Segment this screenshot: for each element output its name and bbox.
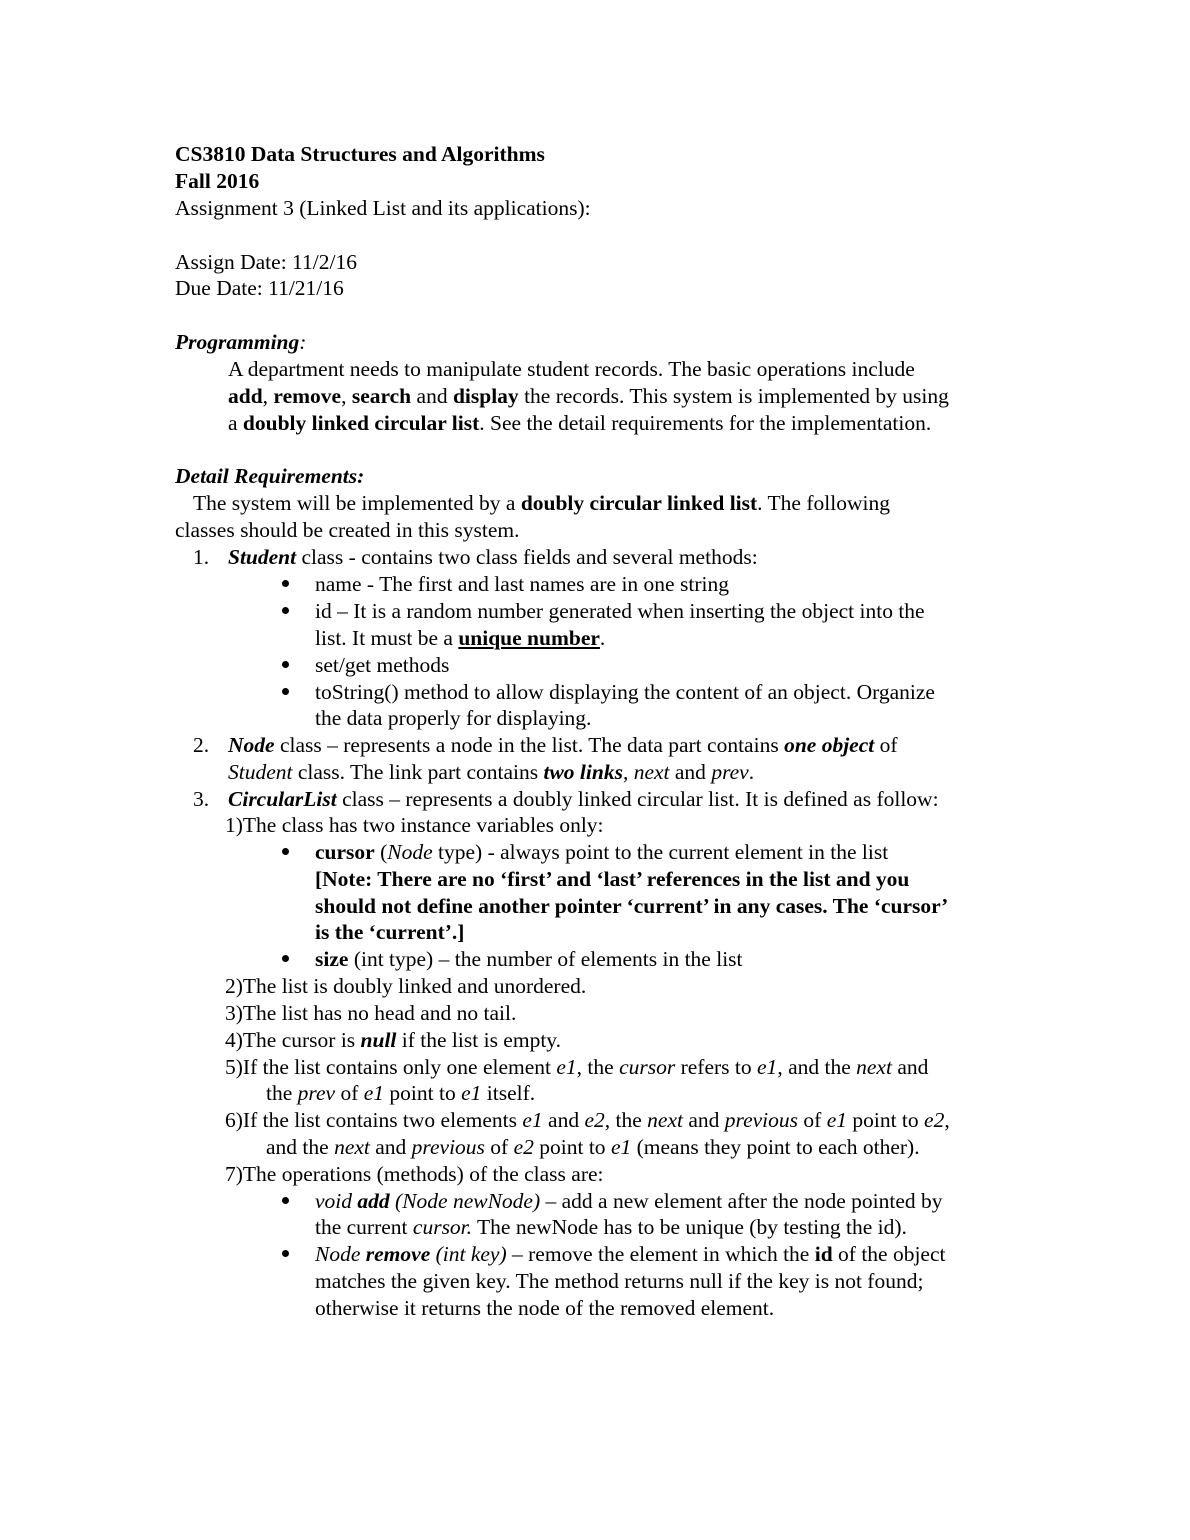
course-title: CS3810 Data Structures and Algorithms bbox=[175, 142, 545, 166]
student-field-name: name - The first and last names are in one string bbox=[315, 572, 729, 596]
cursor-note-3: is the ‘current’.] bbox=[315, 920, 465, 944]
programming-line-1: A department needs to manipulate student records. The basic operations include bbox=[228, 357, 915, 381]
programming-line-3: a doubly linked circular list. See the detail requirements for the implementation. bbox=[228, 411, 932, 435]
student-tostring-cont: the data properly for displaying. bbox=[315, 706, 592, 730]
op-remove: Node remove (int key) – remove the element in which the id of the object bbox=[315, 1242, 946, 1266]
sub-item-6-cont: and the next and previous of e2 point to e1 (means they point to each other). bbox=[266, 1135, 920, 1159]
detail-intro-1: The system will be implemented by a doubly circular linked list. The following bbox=[193, 491, 890, 515]
item-2-number: 2. bbox=[193, 733, 210, 757]
sub-item-6: 6)If the list contains two elements e1 and e2, the next and previous of e1 point to e2, bbox=[225, 1108, 950, 1132]
item-1-title: Student class - contains two class fields and several methods: bbox=[228, 545, 758, 569]
bullet-icon bbox=[282, 661, 289, 668]
item-2-line-1: Node class – represents a node in the list. The data part contains one object of bbox=[228, 733, 898, 757]
bullet-icon bbox=[282, 1197, 289, 1204]
sub-item-5-cont: the prev of e1 point to e1 itself. bbox=[266, 1081, 536, 1105]
student-setget: set/get methods bbox=[315, 653, 450, 677]
assignment-title: Assignment 3 (Linked List and its applications): bbox=[175, 196, 591, 220]
sub-item-3: 3)The list has no head and no tail. bbox=[225, 1001, 517, 1025]
cursor-note-1: [Note: There are no ‘first’ and ‘last’ references in the list and you bbox=[315, 867, 910, 891]
sub-item-5: 5)If the list contains only one element e1, the cursor refers to e1, and the next and bbox=[225, 1055, 929, 1079]
term: Fall 2016 bbox=[175, 169, 260, 193]
bullet-icon bbox=[282, 1250, 289, 1257]
student-tostring: toString() method to allow displaying the content of an object. Organize bbox=[315, 680, 935, 704]
detail-intro-2: classes should be created in this system. bbox=[175, 518, 520, 542]
item-2-line-2: Student class. The link part contains two links, next and prev. bbox=[228, 760, 755, 784]
bullet-icon bbox=[282, 607, 289, 614]
bullet-icon bbox=[282, 580, 289, 587]
sub-item-1: 1)The class has two instance variables only: bbox=[225, 813, 604, 837]
op-remove-cont-1: matches the given key. The method returns null if the key is not found; bbox=[315, 1269, 924, 1293]
sub-item-2: 2)The list is doubly linked and unordered. bbox=[225, 974, 587, 998]
bullet-icon bbox=[282, 848, 289, 855]
bullet-icon bbox=[282, 955, 289, 962]
detail-heading: Detail Requirements: bbox=[175, 464, 365, 488]
student-field-id-cont: list. It must be a unique number. bbox=[315, 626, 606, 650]
cursor-note-2: should not define another pointer ‘current’ in any cases. The ‘cursor’ bbox=[315, 894, 949, 918]
size-variable: size (int type) – the number of elements in the list bbox=[315, 947, 743, 971]
item-1-number: 1. bbox=[193, 545, 210, 569]
item-3-number: 3. bbox=[193, 787, 210, 811]
programming-heading: Programming: bbox=[175, 330, 307, 354]
item-3-title: CircularList class – represents a doubly linked circular list. It is defined as follow: bbox=[228, 787, 939, 811]
op-add: void add (Node newNode) – add a new element after the node pointed by bbox=[315, 1189, 943, 1213]
sub-item-7: 7)The operations (methods) of the class are: bbox=[225, 1162, 604, 1186]
sub-item-4: 4)The cursor is null if the list is empty. bbox=[225, 1028, 562, 1052]
assign-date: Assign Date: 11/2/16 bbox=[175, 250, 357, 274]
student-field-id: id – It is a random number generated when inserting the object into the bbox=[315, 599, 925, 623]
due-date: Due Date: 11/21/16 bbox=[175, 276, 344, 300]
programming-line-2: add, remove, search and display the records. This system is implemented by using bbox=[228, 384, 949, 408]
op-remove-cont-2: otherwise it returns the node of the removed element. bbox=[315, 1296, 775, 1320]
op-add-cont: the current cursor. The newNode has to be unique (by testing the id). bbox=[315, 1215, 907, 1239]
cursor-variable: cursor (Node type) - always point to the current element in the list bbox=[315, 840, 889, 864]
bullet-icon bbox=[282, 688, 289, 695]
